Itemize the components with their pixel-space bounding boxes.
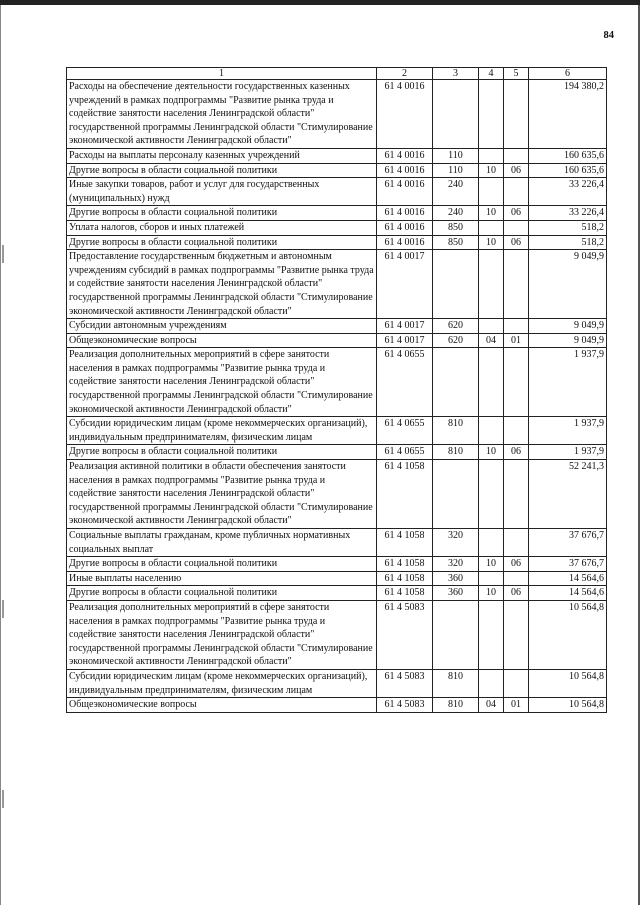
row-expense-type: [433, 80, 479, 149]
scan-top-border: [0, 0, 640, 5]
table-row: [67, 220, 607, 235]
row-subsection: [504, 220, 529, 235]
row-description: Иные выплаты населению: [67, 571, 377, 586]
row-target-article: 61 4 0016: [377, 220, 433, 235]
row-subsection: 06: [504, 586, 529, 601]
table-row: [67, 235, 607, 250]
column-header: 2: [377, 68, 433, 80]
table-body: [67, 80, 607, 713]
table-row: [67, 669, 607, 697]
page-number: 84: [603, 30, 614, 41]
row-description: Другие вопросы в области социальной политики: [67, 586, 377, 601]
row-target-article: 61 4 1058: [377, 557, 433, 572]
row-expense-type: [433, 250, 479, 319]
row-subsection: [504, 600, 529, 669]
table-row: [67, 557, 607, 572]
budget-table: [66, 67, 607, 713]
row-amount: 33 226,4: [529, 206, 607, 221]
row-section: [479, 460, 504, 529]
row-description: Другие вопросы в области социальной политики: [67, 206, 377, 221]
row-subsection: [504, 571, 529, 586]
row-amount: 160 635,6: [529, 148, 607, 163]
row-section: [479, 148, 504, 163]
row-expense-type: 620: [433, 333, 479, 348]
row-description: Социальные выплаты гражданам, кроме публичных нормативных социальных выплат: [67, 529, 377, 557]
row-subsection: 06: [504, 206, 529, 221]
row-subsection: 01: [504, 333, 529, 348]
row-subsection: [504, 669, 529, 697]
row-section: 10: [479, 586, 504, 601]
row-target-article: 61 4 0655: [377, 348, 433, 417]
row-target-article: 61 4 5083: [377, 600, 433, 669]
row-target-article: 61 4 0017: [377, 333, 433, 348]
row-target-article: 61 4 1058: [377, 571, 433, 586]
row-section: 04: [479, 333, 504, 348]
row-expense-type: 850: [433, 235, 479, 250]
column-header: 1: [67, 68, 377, 80]
row-target-article: 61 4 0016: [377, 235, 433, 250]
row-subsection: [504, 80, 529, 149]
row-description: Субсидии юридическим лицам (кроме некоммерческих организаций), индивидуальным предпринимателям, физическим лицам: [67, 669, 377, 697]
row-amount: 14 564,6: [529, 571, 607, 586]
row-expense-type: 850: [433, 220, 479, 235]
row-amount: 33 226,4: [529, 178, 607, 206]
row-target-article: 61 4 5083: [377, 669, 433, 697]
table-row: [67, 417, 607, 445]
row-amount: 52 241,3: [529, 460, 607, 529]
row-expense-type: 240: [433, 178, 479, 206]
column-header: 6: [529, 68, 607, 80]
row-amount: 9 049,9: [529, 319, 607, 334]
table-row: [67, 600, 607, 669]
row-target-article: 61 4 0016: [377, 206, 433, 221]
row-expense-type: [433, 348, 479, 417]
row-description: Общеэкономические вопросы: [67, 698, 377, 713]
row-amount: 10 564,8: [529, 669, 607, 697]
row-amount: 1 937,9: [529, 417, 607, 445]
row-target-article: 61 4 0016: [377, 163, 433, 178]
row-description: Предоставление государственным бюджетным и автономным учреждениям субсидий в рамках подпрограммы "Развитие рынка труда и содействие занятости населения Ленинградской области" государственной программы Ленинградской области "Стимулирование экономической активности Ленинградской области": [67, 250, 377, 319]
scan-artifact-mark: [2, 600, 4, 618]
row-description: Расходы на выплаты персоналу казенных учреждений: [67, 148, 377, 163]
table-row: [67, 80, 607, 149]
row-amount: 1 937,9: [529, 445, 607, 460]
row-description: Уплата налогов, сборов и иных платежей: [67, 220, 377, 235]
column-header: 4: [479, 68, 504, 80]
row-section: [479, 178, 504, 206]
table-row: [67, 586, 607, 601]
row-subsection: 06: [504, 235, 529, 250]
row-subsection: 06: [504, 163, 529, 178]
row-amount: 37 676,7: [529, 557, 607, 572]
row-target-article: 61 4 1058: [377, 586, 433, 601]
row-subsection: [504, 529, 529, 557]
row-expense-type: 320: [433, 529, 479, 557]
table-row: [67, 460, 607, 529]
row-description: Субсидии автономным учреждениям: [67, 319, 377, 334]
row-section: [479, 571, 504, 586]
table-row: [67, 529, 607, 557]
row-target-article: 61 4 1058: [377, 529, 433, 557]
row-expense-type: 110: [433, 163, 479, 178]
row-section: 10: [479, 557, 504, 572]
row-subsection: [504, 250, 529, 319]
row-description: Иные закупки товаров, работ и услуг для государственных (муниципальных) нужд: [67, 178, 377, 206]
table-row: [67, 698, 607, 713]
row-target-article: 61 4 0017: [377, 319, 433, 334]
table-row: [67, 319, 607, 334]
scan-left-edge: [0, 5, 1, 905]
row-expense-type: 810: [433, 445, 479, 460]
row-target-article: 61 4 1058: [377, 460, 433, 529]
table-row: [67, 348, 607, 417]
row-section: [479, 348, 504, 417]
row-amount: 10 564,8: [529, 600, 607, 669]
table-row: [67, 250, 607, 319]
row-description: Другие вопросы в области социальной политики: [67, 445, 377, 460]
row-description: Реализация активной политики в области обеспечения занятости населения в рамках подпрограммы "Развитие рынка труда и содействие занятости населения Ленинградской области" государственной программы Ленинградской области "Стимулирование экономической активности Ленинградской области": [67, 460, 377, 529]
row-section: [479, 669, 504, 697]
row-subsection: 01: [504, 698, 529, 713]
table-row: [67, 445, 607, 460]
row-expense-type: 360: [433, 571, 479, 586]
scan-artifact-mark: [2, 245, 4, 263]
row-description: Расходы на обеспечение деятельности государственных казенных учреждений в рамках подпрограммы "Развитие рынка труда и содействие занятости населения Ленинградской области" государственной программы Ленинградской области "Стимулирование экономической активности Ленинградской области": [67, 80, 377, 149]
row-target-article: 61 4 0655: [377, 445, 433, 460]
row-subsection: [504, 417, 529, 445]
row-subsection: [504, 460, 529, 529]
row-description: Субсидии юридическим лицам (кроме некоммерческих организаций), индивидуальным предпринимателям, физическим лицам: [67, 417, 377, 445]
row-section: [479, 600, 504, 669]
table-row: [67, 148, 607, 163]
row-section: [479, 220, 504, 235]
row-description: Другие вопросы в области социальной политики: [67, 557, 377, 572]
row-section: 10: [479, 235, 504, 250]
row-description: Другие вопросы в области социальной политики: [67, 163, 377, 178]
row-amount: 160 635,6: [529, 163, 607, 178]
row-expense-type: 810: [433, 669, 479, 697]
row-section: [479, 319, 504, 334]
row-expense-type: [433, 460, 479, 529]
table-row: [67, 571, 607, 586]
row-subsection: [504, 178, 529, 206]
row-target-article: 61 4 0017: [377, 250, 433, 319]
row-section: 04: [479, 698, 504, 713]
row-subsection: [504, 319, 529, 334]
row-description: Другие вопросы в области социальной политики: [67, 235, 377, 250]
row-description: Реализация дополнительных мероприятий в сфере занятости населения в рамках подпрограммы "Развитие рынка труда и содействие занятости населения Ленинградской области" государственной программы Ленинградской области "Стимулирование экономической активности Ленинградской области": [67, 600, 377, 669]
table-row: [67, 178, 607, 206]
row-expense-type: 110: [433, 148, 479, 163]
row-amount: 194 380,2: [529, 80, 607, 149]
row-section: 10: [479, 163, 504, 178]
row-amount: 518,2: [529, 235, 607, 250]
scan-artifact-mark: [2, 790, 4, 808]
row-expense-type: 810: [433, 417, 479, 445]
row-section: [479, 417, 504, 445]
row-target-article: 61 4 5083: [377, 698, 433, 713]
table-row: [67, 333, 607, 348]
table-row: [67, 206, 607, 221]
row-section: [479, 529, 504, 557]
row-subsection: 06: [504, 557, 529, 572]
row-section: [479, 80, 504, 149]
row-target-article: 61 4 0016: [377, 80, 433, 149]
row-subsection: 06: [504, 445, 529, 460]
row-amount: 10 564,8: [529, 698, 607, 713]
row-amount: 37 676,7: [529, 529, 607, 557]
row-section: [479, 250, 504, 319]
row-amount: 14 564,6: [529, 586, 607, 601]
row-amount: 9 049,9: [529, 333, 607, 348]
row-expense-type: 810: [433, 698, 479, 713]
table-header-row: [67, 68, 607, 80]
row-subsection: [504, 348, 529, 417]
table-row: [67, 163, 607, 178]
row-amount: 9 049,9: [529, 250, 607, 319]
row-expense-type: 240: [433, 206, 479, 221]
row-expense-type: [433, 600, 479, 669]
column-header: 5: [504, 68, 529, 80]
row-amount: 1 937,9: [529, 348, 607, 417]
row-description: Реализация дополнительных мероприятий в сфере занятости населения в рамках подпрограммы "Развитие рынка труда и содействие занятости населения Ленинградской области" государственной программы Ленинградской области "Стимулирование экономической активности Ленинградской области": [67, 348, 377, 417]
row-expense-type: 320: [433, 557, 479, 572]
row-expense-type: 360: [433, 586, 479, 601]
row-subsection: [504, 148, 529, 163]
row-description: Общеэкономические вопросы: [67, 333, 377, 348]
column-header: 3: [433, 68, 479, 80]
row-target-article: 61 4 0016: [377, 178, 433, 206]
row-target-article: 61 4 0655: [377, 417, 433, 445]
row-amount: 518,2: [529, 220, 607, 235]
row-target-article: 61 4 0016: [377, 148, 433, 163]
row-section: 10: [479, 445, 504, 460]
row-section: 10: [479, 206, 504, 221]
row-expense-type: 620: [433, 319, 479, 334]
